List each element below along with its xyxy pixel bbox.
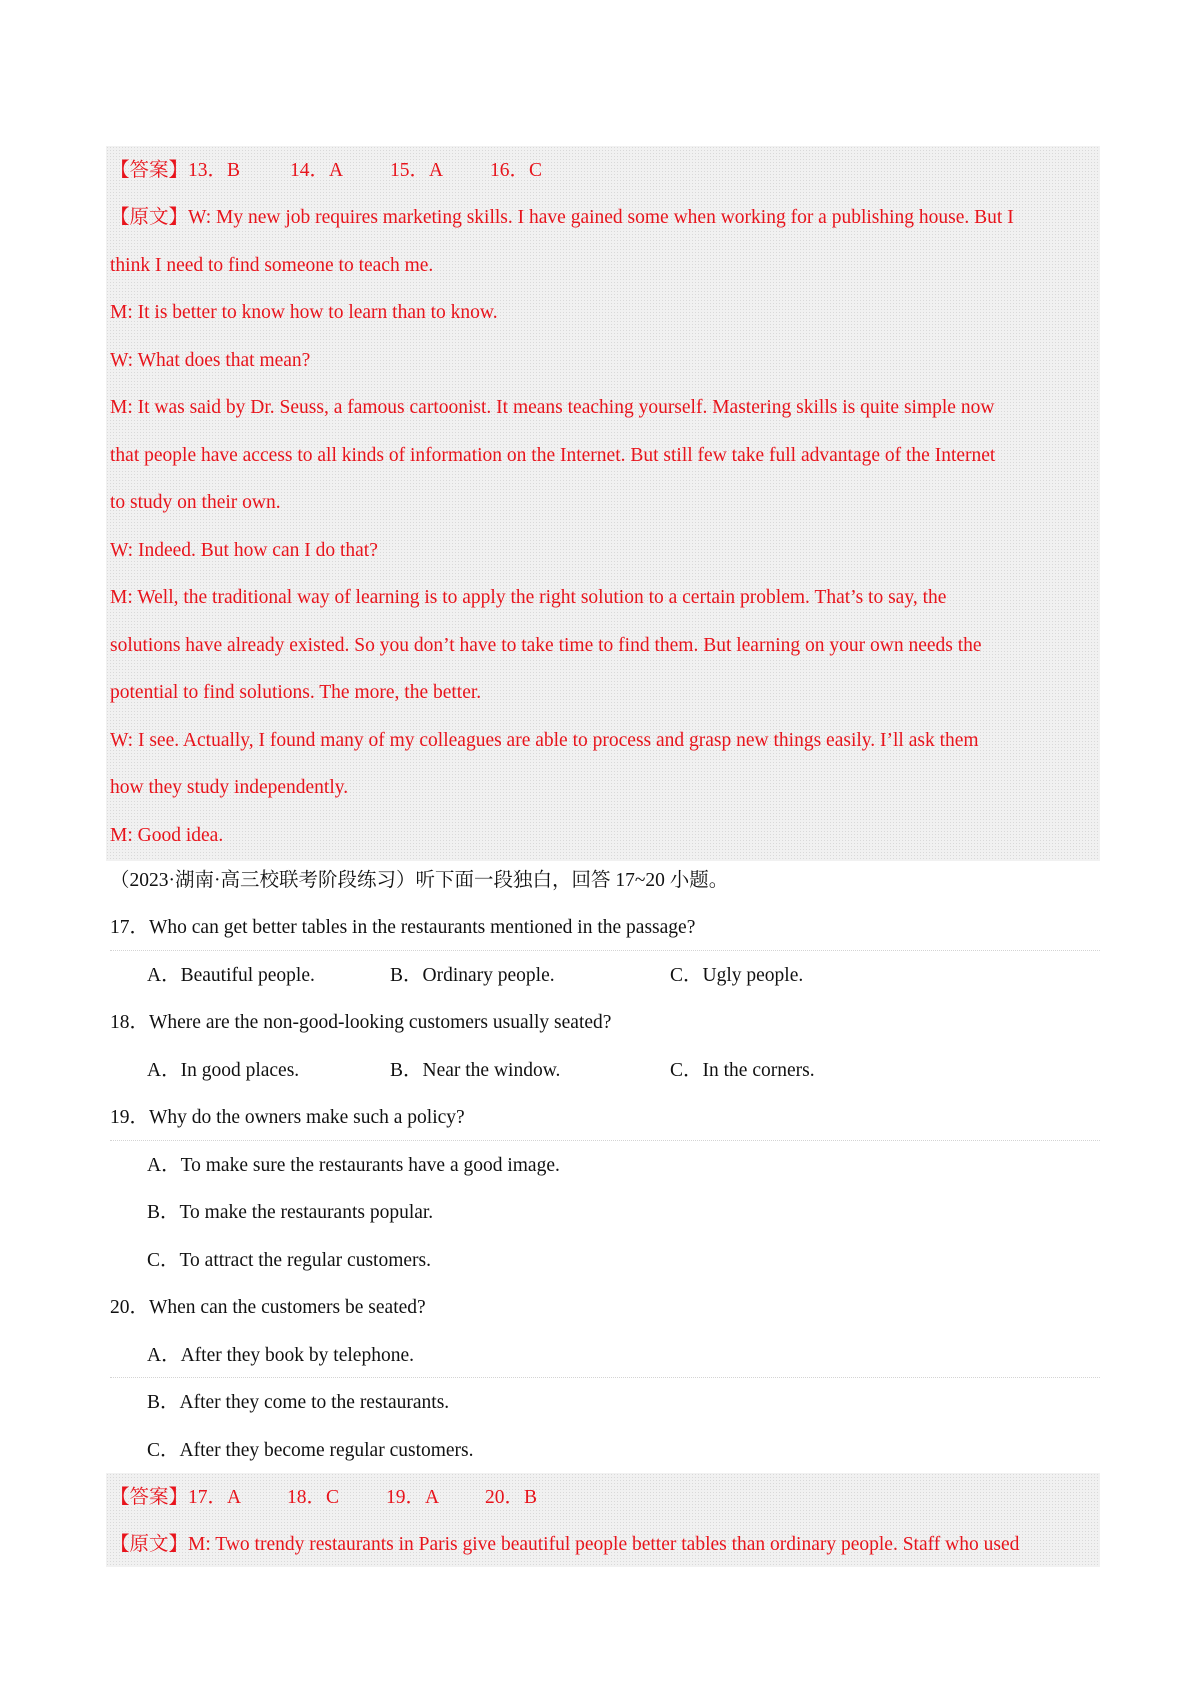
dotted-divider [110,1140,1100,1141]
transcript-line: W: Indeed. But how can I do that? [110,540,378,561]
answer-item: 19．A [386,1487,440,1508]
answer-block-1 [106,146,1100,861]
section-header: （2023·湖南·高三校联考阶段练习）听下面一段独白，回答 17~20 小题。 [110,870,729,891]
answer-item: 20．B [485,1487,538,1508]
question-stem: 19．Why do the owners make such a policy? [110,1107,465,1128]
transcript-line: solutions have already existed. So you don’t have to take time to find them. But learning on your own needs the [110,635,982,656]
option-a: A．After they book by telephone. [147,1345,414,1366]
transcript-line: potential to find solutions. The more, the better. [110,682,482,703]
transcript-text: M: Two trendy restaurants in Paris give beautiful people better tables than ordinary people. Staff who used [188,1534,1020,1555]
answer-label: 【答案】 [110,160,189,181]
option-a: A．Beautiful people. [147,965,315,986]
transcript-text: W: My new job requires marketing skills. I have gained some when working for a publishing house. But I [188,207,1014,228]
transcript-line: that people have access to all kinds of information on the Internet. But still few take full advantage of the Internet [110,445,996,466]
transcript-line [110,203,1014,233]
option-c: C．In the corners. [670,1060,815,1081]
transcript-line: to study on their own. [110,492,281,513]
transcript-line: M: It is better to know how to learn than to know. [110,302,498,323]
transcript-line: M: Good idea. [110,825,224,846]
answer-line [110,1483,537,1513]
option-b: B．Ordinary people. [390,965,555,986]
option-c: C．After they become regular customers. [147,1440,474,1461]
answer-item: 13．B [188,160,241,181]
option-b: B．Near the window. [390,1060,561,1081]
question-stem: 20．When can the customers be seated? [110,1297,426,1318]
transcript-line: M: It was said by Dr. Seuss, a famous cartoonist. It means teaching yourself. Mastering skills is quite simple now [110,397,995,418]
option-a: A．To make sure the restaurants have a good image. [147,1155,560,1176]
answer-item: 16．C [490,160,543,181]
answer-block-2 [106,1473,1100,1567]
dotted-divider [110,1377,1100,1378]
transcript-line [110,1530,1019,1560]
question-stem: 18．Where are the non-good-looking customers usually seated? [110,1012,612,1033]
question-stem: 17．Who can get better tables in the restaurants mentioned in the passage? [110,917,696,938]
transcript-label: 【原文】 [110,1534,189,1555]
answer-line [110,156,542,186]
option-b: B．After they come to the restaurants. [147,1392,450,1413]
option-c: C．To attract the regular customers. [147,1250,431,1271]
option-c: C．Ugly people. [670,965,804,986]
answer-label: 【答案】 [110,1487,189,1508]
transcript-line: W: I see. Actually, I found many of my colleagues are able to process and grasp new things easily. I’ll ask them [110,730,979,751]
answer-item: 18．C [287,1487,340,1508]
answer-item: 15．A [390,160,444,181]
option-b: B．To make the restaurants popular. [147,1202,434,1223]
transcript-label: 【原文】 [110,207,189,228]
answer-item: 14．A [290,160,344,181]
transcript-line: W: What does that mean? [110,350,311,371]
transcript-line: M: Well, the traditional way of learning is to apply the right solution to a certain problem. That’s to say, the [110,587,947,608]
answer-item: 17．A [188,1487,242,1508]
dotted-divider [110,950,1100,951]
transcript-line: how they study independently. [110,777,349,798]
option-a: A．In good places. [147,1060,300,1081]
transcript-line: think I need to find someone to teach me. [110,255,434,276]
